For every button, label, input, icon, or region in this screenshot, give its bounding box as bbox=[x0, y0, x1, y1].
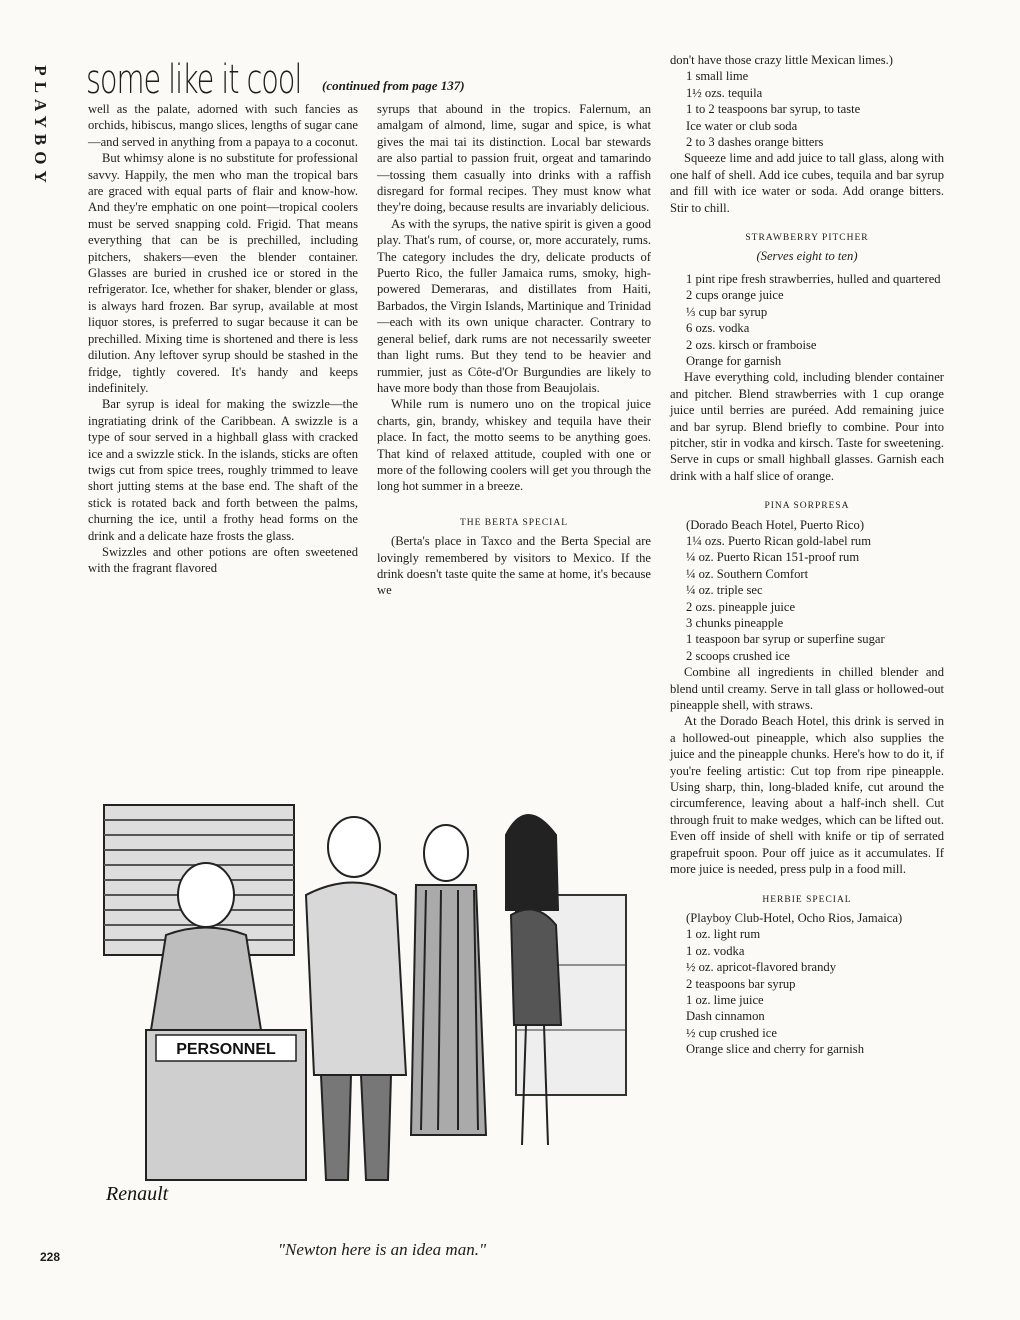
column-3 bbox=[670, 52, 944, 1058]
ingredient: Dash cinnamon bbox=[686, 1009, 765, 1024]
paragraph: As with the syrups, the native spirit is given a good play. That's rum, of course, or, more accurately, rums. The category includes the dry, delicate products of Puerto Rico, the fuller Jamaica rums, smoky, high-powered Demeraras, and distillates from Haiti, Barbados, the Virgin Islands, Martinique and Trinidad—each with its own unique character. Contrary to general belief, dark rums are not necessarily sweeter than light rums. But they tend to be heavier and rummier, just as Côte-d'Or Burgundies are likely to have more body than those from Beaujolais. bbox=[377, 216, 651, 395]
ingredient: 1 oz. lime juice bbox=[686, 992, 764, 1007]
recipe-intro: (Berta's place in Taxco and the Berta Special are lovingly remembered by visitors to Mexico. If the drink doesn't taste quite the same at home, it's because we bbox=[377, 534, 651, 598]
ingredient: ⅓ cup bar syrup bbox=[686, 304, 768, 319]
ingredient: ¼ oz. Puerto Rican 151-proof rum bbox=[686, 550, 860, 565]
ingredient: 1 pint ripe fresh strawberries, hulled and quartered bbox=[686, 271, 941, 286]
recipe-heading-pina: PINA SORPRESA bbox=[764, 501, 850, 512]
page-number: 228 bbox=[40, 1250, 61, 1264]
ingredient-list-herbie bbox=[670, 910, 944, 1058]
recipe-heading-strawberry: STRAWBERRY PITCHER bbox=[745, 233, 869, 244]
paragraph: syrups that abound in the tropics. Falernum, an amalgam of almond, lime, sugar and spice, is what gives the mai tai its distinction. Local bar stewards are also partial to passion fruit, orgeat and tamarindo—tossing them casually into drinks with a raffish disregard for formal recipes. They must know what they're doing, because results are invariably delicious. bbox=[377, 102, 651, 215]
recipe-directions: Squeeze lime and add juice to tall glass, along with one half of shell. Add ice cubes, tequila and bar syrup and fill with ice water or soda. Add orange bitters. Stir to chill. bbox=[670, 151, 944, 215]
recipe-heading-berta: THE BERTA SPECIAL bbox=[459, 517, 569, 528]
ingredient: 1¼ ozs. Puerto Rican gold-label rum bbox=[686, 533, 872, 548]
ingredient: 2 scoops crushed ice bbox=[686, 648, 790, 663]
ingredient: 1½ ozs. tequila bbox=[686, 85, 763, 100]
ingredient: ½ cup crushed ice bbox=[686, 1025, 777, 1040]
cartoon-caption: "Newton here is an idea man." bbox=[277, 1240, 487, 1259]
ingredient: 1 to 2 teaspoons bar syrup, to taste bbox=[686, 102, 861, 117]
recipe-serves: (Serves eight to ten) bbox=[756, 249, 858, 264]
ingredient: 2 cups orange juice bbox=[686, 288, 784, 303]
artist-signature: Renault bbox=[106, 1183, 169, 1205]
magazine-name-vertical bbox=[20, 52, 60, 202]
ingredient: Orange slice and cherry for garnish bbox=[686, 1042, 864, 1057]
paragraph: Swizzles and other potions are often sweetened with the fragrant flavored bbox=[88, 544, 358, 576]
article-header bbox=[86, 57, 465, 103]
recipe-intro-cont: don't have those crazy little Mexican limes.) bbox=[670, 53, 893, 67]
recipe-source: (Playboy Club-Hotel, Ocho Rios, Jamaica) bbox=[686, 910, 903, 925]
ingredient: Orange for garnish bbox=[686, 353, 782, 368]
paragraph: well as the palate, adorned with such fancies as orchids, hibiscus, mango slices, lengths of sugar cane—and served in anything from a papaya to a coconut. bbox=[88, 102, 358, 149]
ingredient: 2 to 3 dashes orange bitters bbox=[686, 135, 824, 150]
ingredient: ½ oz. apricot-flavored brandy bbox=[686, 960, 837, 975]
recipe-note: At the Dorado Beach Hotel, this drink is served in a hollowed-out pineapple, which also supplies the juice and the pineapple chunks. Here's how to do it, if you're feeling artistic: Cut top from ripe pineapple. Using sharp, thin, long-bladed knife, cut around the circumference, leaving about a half-inch shell. Cut through fruit to make wedges, which can be lifted out. Even off inside of shell with knife or tip of serrated grapefruit spoon. Pour off juice as it accumulates. If more juice is needed, press pulp in a food mill. bbox=[670, 714, 944, 877]
ingredient: Ice water or club soda bbox=[686, 118, 798, 133]
ingredient: 3 chunks pineapple bbox=[686, 616, 784, 630]
recipe-heading-herbie: HERBIE SPECIAL bbox=[762, 894, 852, 905]
ingredient-list-pina bbox=[670, 517, 944, 665]
recipe-source: (Dorado Beach Hotel, Puerto Rico) bbox=[686, 517, 865, 532]
column-1 bbox=[88, 101, 358, 577]
article-title: some like it cool bbox=[86, 57, 302, 103]
ingredient: 1 oz. light rum bbox=[686, 927, 761, 942]
ingredient: ¼ oz. Southern Comfort bbox=[686, 566, 809, 581]
paragraph: While rum is numero uno on the tropical juice charts, gin, brandy, whiskey and tequila have their place. In fact, the motto seems to be anything goes. That kind of relaxed attitude, coupled with one or more of the following coolers will get you through the long hot summer in a breeze. bbox=[377, 397, 651, 494]
recipe-directions: Have everything cold, including blender container and pitcher. Blend strawberries with 1 cup orange juice until berries are puréed. Add remaining juice and bar syrup. Blend briefly to combine. Pour into pitcher, stir in vodka and kirsch. Taste for sweetening. Serve in cups or small highball glasses. Garnish each drink with a half slice of orange. bbox=[670, 370, 944, 483]
ingredient: ¼ oz. triple sec bbox=[686, 583, 763, 598]
column-2 bbox=[377, 101, 651, 599]
ingredient: 1 small lime bbox=[686, 69, 749, 84]
ingredient: 1 oz. vodka bbox=[686, 943, 745, 958]
personnel-sign: PERSONNEL bbox=[176, 1041, 276, 1058]
ingredient: 2 ozs. kirsch or framboise bbox=[686, 337, 817, 352]
ingredient: 1 teaspoon bar syrup or superfine sugar bbox=[686, 632, 885, 647]
ingredient: 2 teaspoons bar syrup bbox=[686, 976, 796, 991]
ingredient-list-strawberry bbox=[670, 271, 944, 369]
cartoon-illustration bbox=[86, 775, 656, 1215]
magazine-name: PLAYBOY bbox=[31, 65, 50, 189]
ingredient-list-berta bbox=[670, 68, 944, 150]
ingredient: 2 ozs. pineapple juice bbox=[686, 599, 796, 614]
recipe-directions: Combine all ingredients in chilled blender and blend until creamy. Serve in tall glass or hollowed-out pineapple shell, with straws. bbox=[670, 665, 944, 713]
paragraph: But whimsy alone is no substitute for professional savvy. Happily, the men who man the tropical bars are graced with equal parts of flair and know-how. And they're emphatic on one point—tropical coolers must be served snapping cold. Frigid. That means everything that can be is prechilled, including pitchers, shakers—even the blender container. Glasses are buried in crushed ice or stored in the refrigerator. Ice, whether for shaker, blender or glass, is always hard frozen. Bar syrup, available at most liquor stores, is preferred to sugar because it can be prechilled. Mixing time is shortened and there is less dilution. Any leftover syrup should be stashed in the fridge, tightly covered. It's handy and keeps indefinitely. bbox=[88, 151, 358, 395]
ingredient: 6 ozs. vodka bbox=[686, 321, 750, 336]
continued-note: (continued from page 137) bbox=[322, 78, 465, 93]
paragraph: Bar syrup is ideal for making the swizzle—the ingratiating drink of the Caribbean. A swizzle is a type of sour served in a highball glass with cracked ice and a swizzle stick. In the islands, sticks are often twigs cut from spice trees, roughly trimmed to leave short jutting stems at the base end. The shaft of the stick is rotated back and forth between the palms, churning the ice, until a frothy head forms on the drink and a delicate haze frosts the glass. bbox=[88, 397, 358, 543]
